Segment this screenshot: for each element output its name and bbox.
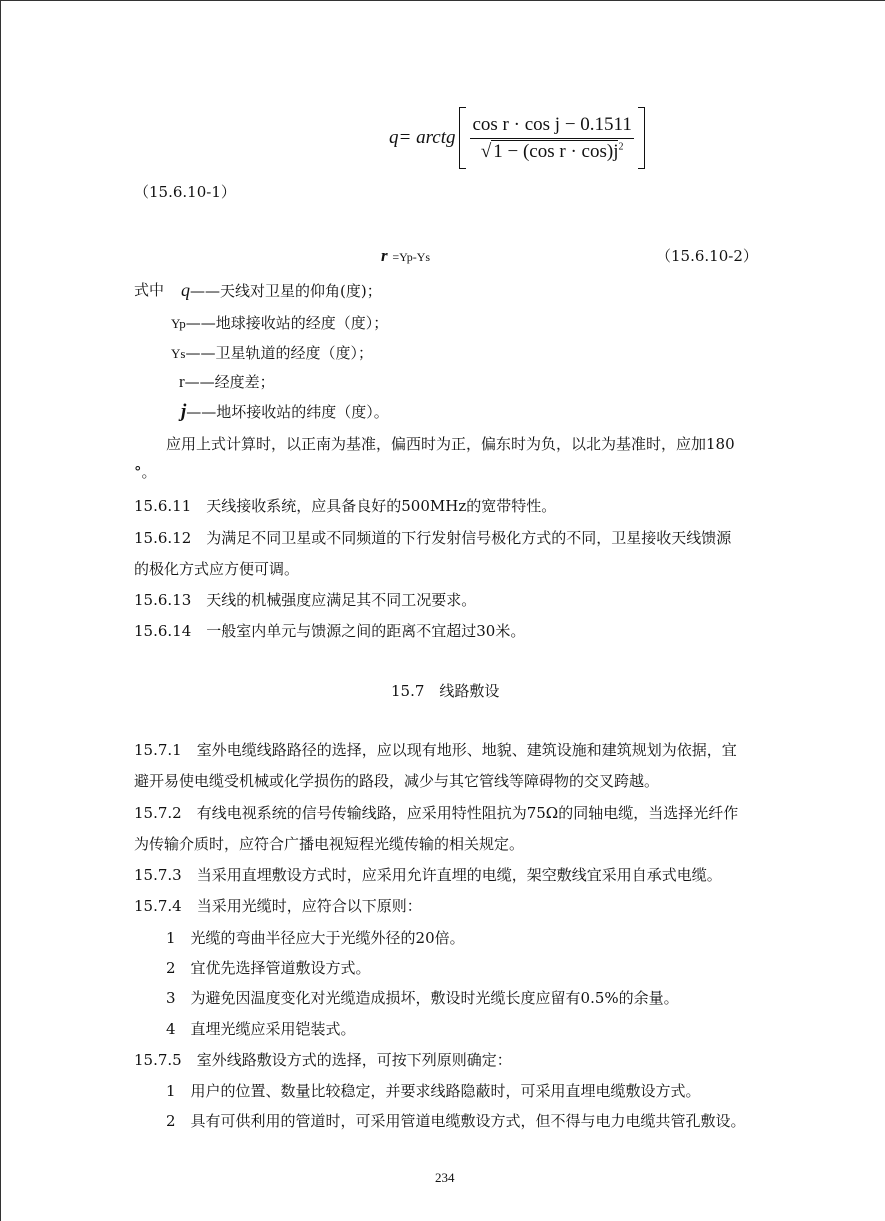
clause-15-6-11: 15.6.11 天线接收系统，应具备良好的500MHz的宽带特性。 [134,497,557,515]
sqrt-content: 1 − (cos r · cos)j [493,140,619,162]
clause-15-6-14: 15.6.14 一般室内单元与馈源之间的距离不宜超过30米。 [134,622,526,640]
clause-15-6-12: 15.6.12 为满足不同卫星或不同频道的下行发射信号极化方式的不同，卫星接收天线馈源 [134,529,732,547]
clause-15-7-4: 15.7.4 当采用光缆时，应符合以下原则： [134,897,422,915]
list-item: 1 光缆的弯曲半径应大于光缆外径的20倍。 [166,929,465,947]
formula-fraction [466,114,637,163]
definition: ——地坏接收站的纬度（度）。 [186,403,389,421]
section-heading: 15.7 线路敷设 [391,682,500,700]
definition: ——卫星轨道的经度（度）； [185,344,373,362]
formula-longitude-diff [381,246,430,267]
formula2-rhs: =Yp-Ys [392,250,431,264]
clause-15-7-2: 15.7.2 有线电视系统的信号传输线路，应采用特性阻抗为75Ω的同轴电缆，当选择光纤作 [134,804,739,822]
definition: ——天线对卫星的仰角(度)； [190,282,382,300]
right-bracket [638,107,645,169]
where-intro: 式中 [134,281,165,299]
formula-arctg: = arctg [398,127,456,148]
symbol: Ys [171,346,186,361]
where-item [181,280,382,301]
where-item [181,402,389,422]
where-item [179,372,275,392]
sqrt-sign: √ [480,140,492,162]
left-bracket [459,107,466,169]
list-item: 1 用户的位置、数量比较稳定，并要求线路隐蔽时，可采用直埋电缆敷设方式。 [166,1082,701,1100]
symbol: j [181,401,187,422]
paragraph-line: 应用上式计算时，以正南为基准，偏西时为正，偏东时为负，以北为基准时，应加180 [166,435,735,453]
formula-numerator: cos r · cos j − 0.1511 [470,114,633,139]
paragraph-line: 的极化方式应方便可调。 [134,560,300,578]
definition: ——地球接收站的经度（度）； [185,314,389,332]
formula-label-2: （15.6.10-2） [656,247,758,265]
list-item: 2 宜优先选择管道敷设方式。 [166,959,371,977]
paragraph-line: 为传输介质时，应符合广播电视短程光缆传输的相关规定。 [134,835,525,853]
list-item: 3 为避免因温度变化对光缆造成损坏，敷设时光缆长度应留有0.5%的余量。 [166,989,679,1007]
formula-lhs: q [389,127,399,148]
paragraph-line: °。 [134,463,157,481]
clause-15-7-3: 15.7.3 当采用直埋敷设方式时，应采用允许直埋的电缆，架空敷线宜采用自承式电缆。 [134,866,722,884]
symbol: q [181,280,190,300]
formula2-lhs: r [381,246,388,265]
definition: ——经度差； [184,373,275,391]
formula-label-1: （15.6.10-1） [134,183,236,201]
formula-denominator [481,139,624,163]
exponent: 2 [618,141,624,153]
page-number: 234 [435,1170,455,1185]
list-item: 4 直埋光缆应采用铠装式。 [166,1020,356,1038]
paragraph-line: 避开易使电缆受机械或化学损伤的路段，减少与其它管线等障碍物的交叉跨越。 [134,772,660,790]
symbol: r [179,372,185,391]
list-item: 2 具有可供利用的管道时，可采用管道电缆敷设方式，但不得与电力电缆共管孔敷设。 [166,1112,746,1130]
clause-15-7-5: 15.7.5 室外线路敷设方式的选择，可按下列原则确定： [134,1051,512,1069]
clause-15-6-13: 15.6.13 天线的机械强度应满足其不同工况要求。 [134,591,477,609]
where-item [171,313,388,334]
where-item [171,343,373,364]
clause-15-7-1: 15.7.1 室外电缆线路路径的选择，应以现有地形、地貌、建筑设施和建筑规划为依据，宜 [134,741,737,759]
symbol: Yp [171,316,186,331]
formula-elevation-angle [389,107,645,169]
